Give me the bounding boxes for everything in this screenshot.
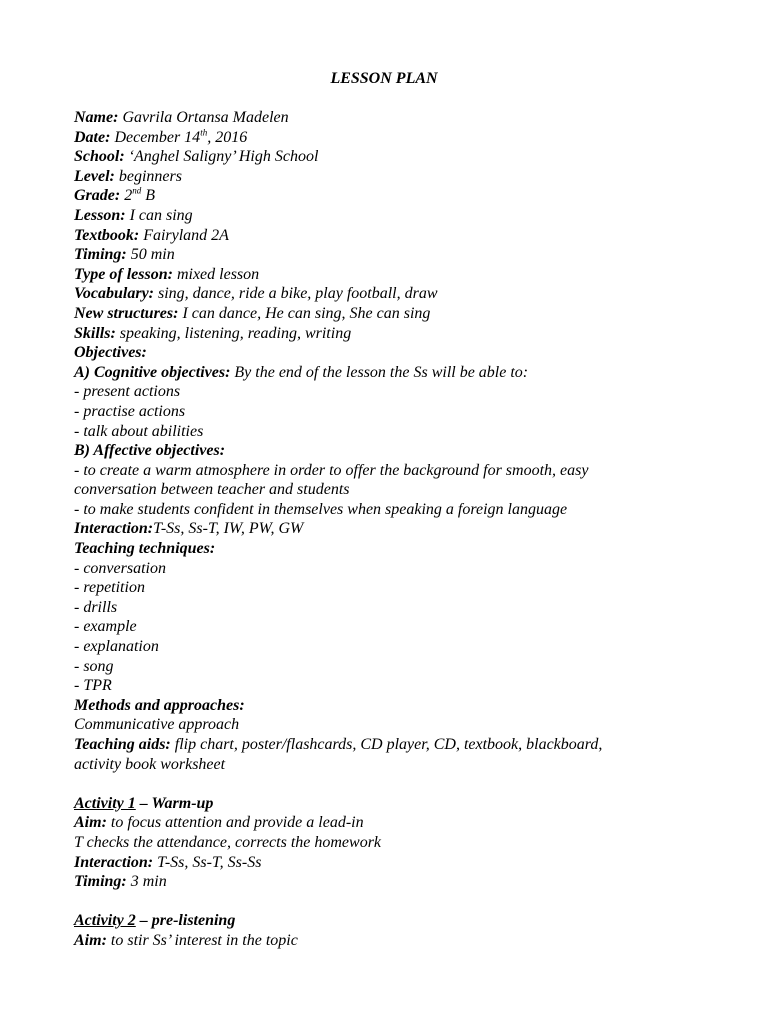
date-label: Date: <box>74 128 111 146</box>
technique-item: - TPR <box>74 677 112 695</box>
activity-2-aim <box>74 931 714 951</box>
aim-value: to stir Ss’ interest in the topic <box>110 931 298 949</box>
grade-line <box>74 186 714 206</box>
spacer <box>74 774 714 794</box>
grade-class: B <box>141 187 155 205</box>
vocabulary-label: Vocabulary: <box>74 285 154 303</box>
lesson-value: I can sing <box>129 206 193 224</box>
lesson-type-label: Type of lesson: <box>74 265 173 283</box>
aids-line <box>74 735 714 755</box>
level-label: Level: <box>74 167 115 185</box>
skills-line <box>74 324 714 344</box>
activity-1-subtitle: – Warm-up <box>135 794 214 812</box>
activity-1-aim <box>74 813 714 833</box>
affective-objectives-heading: B) Affective objectives: <box>74 442 226 460</box>
date-suffix: th <box>200 127 208 138</box>
structures-line <box>74 304 714 324</box>
affective-item-continuation: conversation between teacher and students <box>74 481 350 499</box>
aids-value: flip chart, poster/flashcards, CD player, CD, textbook, blackboard, <box>174 736 603 753</box>
aids-label: Teaching aids: <box>74 736 171 753</box>
activity-2-heading <box>74 911 714 931</box>
methods-heading: Methods and approaches: <box>74 696 245 714</box>
technique-item: - drills <box>74 598 118 616</box>
structures-label: New structures: <box>74 304 179 322</box>
date-value: December 14 <box>114 128 201 146</box>
activity-1-text: T checks the attendance, corrects the homework <box>74 833 382 851</box>
cognitive-label: A) Cognitive objectives: <box>74 363 231 381</box>
school-label: School: <box>74 148 125 166</box>
skills-value: speaking, listening, reading, writing <box>119 324 352 342</box>
technique-item: - example <box>74 618 137 636</box>
activity-1-timing <box>74 872 714 892</box>
textbook-line <box>74 226 714 246</box>
level-value: beginners <box>118 167 182 185</box>
techniques-heading: Teaching techniques: <box>74 540 216 558</box>
name-label: Name: <box>74 109 119 126</box>
structures-value: I can dance, He can sing, She can sing <box>182 304 431 322</box>
school-line <box>74 147 714 167</box>
cognitive-item: - talk about abilities <box>74 422 204 440</box>
interaction-value: T-Ss, Ss-T, IW, PW, GW <box>153 520 304 538</box>
interaction-line <box>74 519 714 539</box>
objectives-heading: Objectives: <box>74 344 147 362</box>
activity-1-interaction <box>74 853 714 873</box>
spacer <box>74 892 714 912</box>
interaction-value: T-Ss, Ss-T, Ss-Ss <box>157 853 262 871</box>
name-value: Gavrila Ortansa Madelen <box>122 109 289 126</box>
aim-label: Aim: <box>74 814 107 832</box>
timing-label: Timing: <box>74 246 127 264</box>
technique-item: - explanation <box>74 638 159 656</box>
affective-item: - to create a warm atmosphere in order to offer the background for smooth, easy <box>74 461 589 479</box>
interaction-label: Interaction: <box>74 853 154 871</box>
activity-2-subtitle: – pre-listening <box>135 912 236 930</box>
technique-item: - conversation <box>74 559 166 577</box>
activity-2-title: Activity 2 <box>74 912 136 930</box>
date-line <box>74 128 714 148</box>
grade-value: 2 <box>124 187 133 205</box>
page-title: LESSON PLAN <box>330 70 438 87</box>
cognitive-item: - practise actions <box>74 402 186 420</box>
vocabulary-value: sing, dance, ride a bike, play football, draw <box>158 285 438 303</box>
lesson-line <box>74 206 714 226</box>
methods-value: Communicative approach <box>74 716 240 734</box>
cognitive-item: - present actions <box>74 383 181 401</box>
cognitive-value: By the end of the lesson the Ss will be able to: <box>234 363 529 381</box>
skills-label: Skills: <box>74 324 116 342</box>
lesson-type-value: mixed lesson <box>176 265 260 283</box>
aim-value: to focus attention and provide a lead-in <box>110 814 364 832</box>
name-line <box>74 108 714 128</box>
textbook-label: Textbook: <box>74 226 140 244</box>
vocabulary-line <box>74 284 714 304</box>
lesson-type-line <box>74 265 714 285</box>
affective-item: - to make students confident in themselves when speaking a foreign language <box>74 500 568 518</box>
technique-item: - song <box>74 657 114 675</box>
date-year: , 2016 <box>207 128 248 146</box>
cognitive-objectives-line <box>74 363 714 383</box>
lesson-plan-body <box>74 108 714 951</box>
activity-1-title: Activity 1 <box>74 794 136 812</box>
aids-continuation: activity book worksheet <box>74 755 226 773</box>
textbook-value: Fairyland 2A <box>143 226 229 244</box>
level-line <box>74 167 714 187</box>
interaction-label: Interaction: <box>74 520 154 538</box>
timing-value: 50 min <box>130 246 175 264</box>
technique-item: - repetition <box>74 579 145 597</box>
aim-label: Aim: <box>74 931 107 949</box>
school-value: ‘Anghel Saligny’ High School <box>128 148 319 166</box>
timing-label: Timing: <box>74 873 127 891</box>
timing-line <box>74 245 714 265</box>
grade-suffix: nd <box>132 186 142 197</box>
lesson-label: Lesson: <box>74 206 126 224</box>
activity-1-heading <box>74 794 714 814</box>
grade-label: Grade: <box>74 187 121 205</box>
timing-value: 3 min <box>130 873 167 891</box>
